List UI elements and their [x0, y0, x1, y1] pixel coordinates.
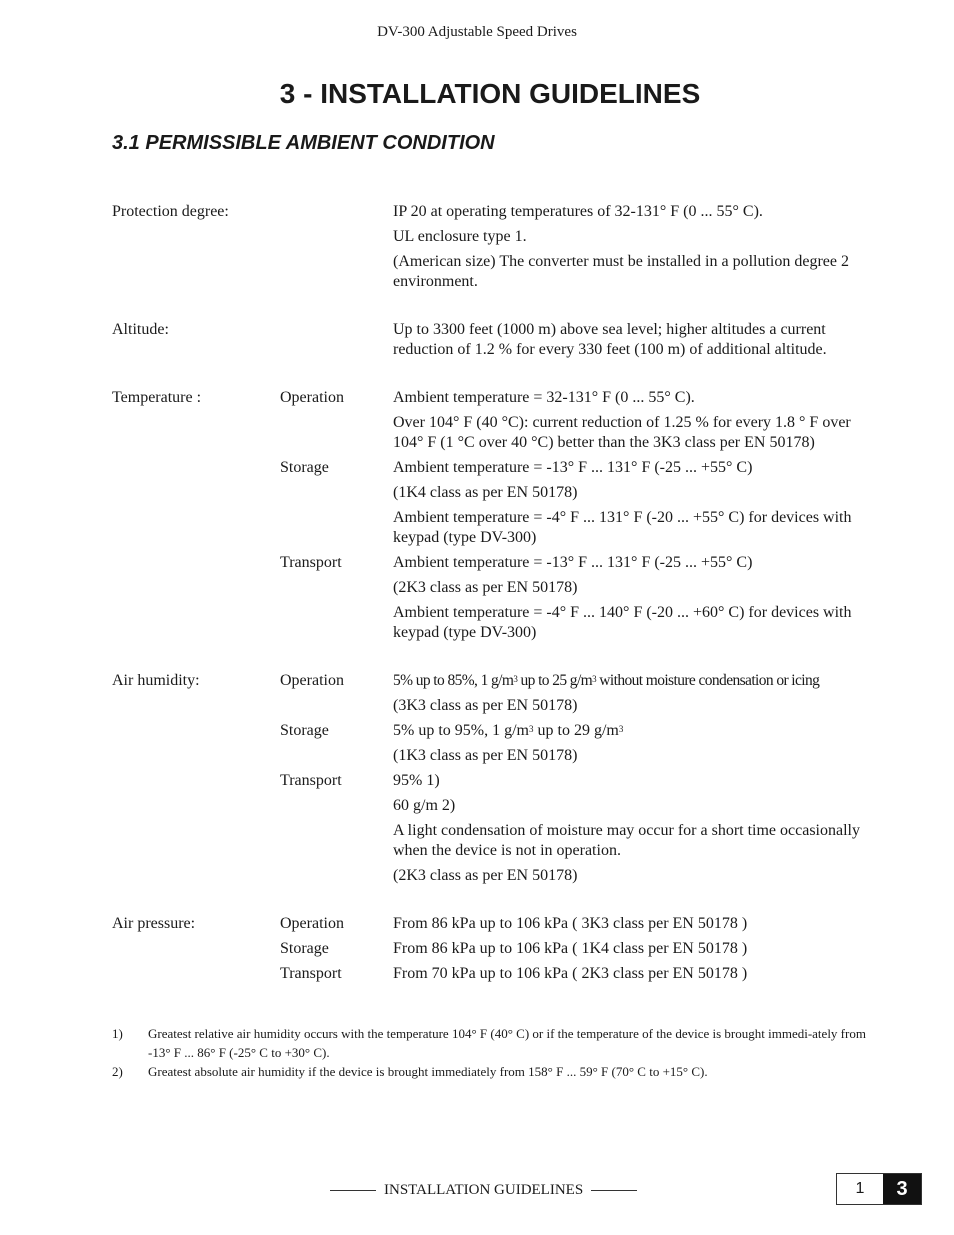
pressure-operation-value: From 86 kPa up to 106 kPa ( 3K3 class per EN 50178 ) [393, 915, 748, 932]
footnote-text: Greatest absolute air humidity if the device is brought immediately from 158° F ... 59° F (70° C to +15° C). [148, 1064, 708, 1079]
temperature-transport-value-3: Ambient temperature = -4° F ... 140° F (-20 ... +60° C) for devices with keypad (type DV-300) [393, 604, 852, 641]
chapter-tab: 3 [883, 1174, 921, 1204]
footnote-number: 2) [112, 1064, 123, 1079]
humidity-storage-label: Storage [280, 722, 329, 739]
temperature-label: Temperature : [112, 389, 202, 406]
temperature-storage-value-3: Ambient temperature = -4° F ... 131° F (-20 ... +55° C) for devices with keypad (type DV-300) [393, 509, 852, 546]
altitude-group [112, 320, 882, 365]
protection-group [112, 202, 882, 297]
humidity-storage-value-2: (1K3 class as per EN 50178) [393, 747, 578, 764]
page-number-box [836, 1173, 922, 1205]
humidity-transport-value-4: (2K3 class as per EN 50178) [393, 867, 578, 884]
footnote [112, 1062, 872, 1081]
footnote-number: 1) [112, 1026, 123, 1041]
humidity-label: Air humidity: [112, 672, 200, 689]
temperature-transport-label: Transport [280, 554, 342, 571]
pressure-storage-label: Storage [280, 940, 329, 957]
humidity-group [112, 671, 882, 891]
footnotes [112, 1024, 872, 1081]
humidity-transport-value-1: 95% 1) [393, 772, 440, 789]
pressure-label: Air pressure: [112, 915, 196, 932]
footer-rule-right [591, 1190, 637, 1191]
temperature-group [112, 388, 882, 648]
humidity-transport-value-3: A light condensation of moisture may occur for a short time occasionally when the device is not in operation. [393, 822, 860, 859]
page-title: 3 - INSTALLATION GUIDELINES [279, 78, 701, 109]
protection-value-2: UL enclosure type 1. [393, 228, 527, 245]
temperature-storage-value-2: (1K4 class as per EN 50178) [393, 484, 578, 501]
altitude-value: Up to 3300 feet (1000 m) above sea level; higher altitudes a current reduction of 1.2 % for every 330 feet (100 m) of additional altitude. [393, 321, 827, 358]
section-title: 3.1 PERMISSIBLE AMBIENT CONDITION [112, 132, 495, 154]
conditions-table [112, 202, 882, 1012]
page-footer [330, 1182, 650, 1199]
humidity-transport-value-2: 60 g/m 2) [393, 797, 456, 814]
temperature-transport-value-1: Ambient temperature = -13° F ... 131° F (-25 ... +55° C) [393, 554, 753, 571]
temperature-operation-label: Operation [280, 389, 344, 406]
humidity-operation-label: Operation [280, 672, 344, 689]
protection-value-1: IP 20 at operating temperatures of 32-131° F (0 ... 55° C). [393, 203, 763, 220]
footnote [112, 1024, 872, 1062]
humidity-storage-value-1: 5% up to 95%, 1 $g/m^3$ up to 29 $g/m^3$ [393, 722, 624, 739]
temperature-operation-value-2: Over 104° F (40 °C): current reduction of 1.25 % for every 1.8 ° F over 104° F (1 °C over 40 °C) better than the 3K3 class per EN 50178) [393, 414, 851, 451]
humidity-operation-value-2: (3K3 class as per EN 50178) [393, 697, 578, 714]
pressure-operation-label: Operation [280, 915, 344, 932]
temperature-operation-value-1: Ambient temperature = 32-131° F (0 ... 55° C). [393, 389, 695, 406]
pressure-storage-value: From 86 kPa up to 106 kPa ( 1K4 class per EN 50178 ) [393, 940, 748, 957]
temperature-storage-value-1: Ambient temperature = -13° F ... 131° F (-25 ... +55° C) [393, 459, 753, 476]
page-number: 1 [855, 1180, 865, 1197]
protection-label: Protection degree: [112, 203, 229, 220]
protection-value-3: (American size) The converter must be installed in a pollution degree 2 environment. [393, 253, 849, 290]
pressure-transport-value: From 70 kPa up to 106 kPa ( 2K3 class per EN 50178 ) [393, 965, 748, 982]
running-header: DV-300 Adjustable Speed Drives [377, 24, 577, 40]
footer-rule-left [330, 1190, 376, 1191]
humidity-transport-label: Transport [280, 772, 342, 789]
pressure-transport-label: Transport [280, 965, 342, 982]
footnote-text: Greatest relative air humidity occurs with the temperature 104° F (40° C) or if the temperature of the device is brought immedi-ately from -13° F ... 86° F (-25° C to +30° C). [148, 1026, 866, 1060]
temperature-storage-label: Storage [280, 459, 329, 476]
altitude-label: Altitude: [112, 321, 169, 338]
footer-text: INSTALLATION GUIDELINES [384, 1182, 584, 1198]
humidity-operation-value-1: 5% up to 85%, 1 $g/m^3$ up to 25 $g/m^3$ without moisture condensation or icing [393, 672, 820, 689]
pressure-group [112, 914, 882, 989]
temperature-transport-value-2: (2K3 class as per EN 50178) [393, 579, 578, 596]
